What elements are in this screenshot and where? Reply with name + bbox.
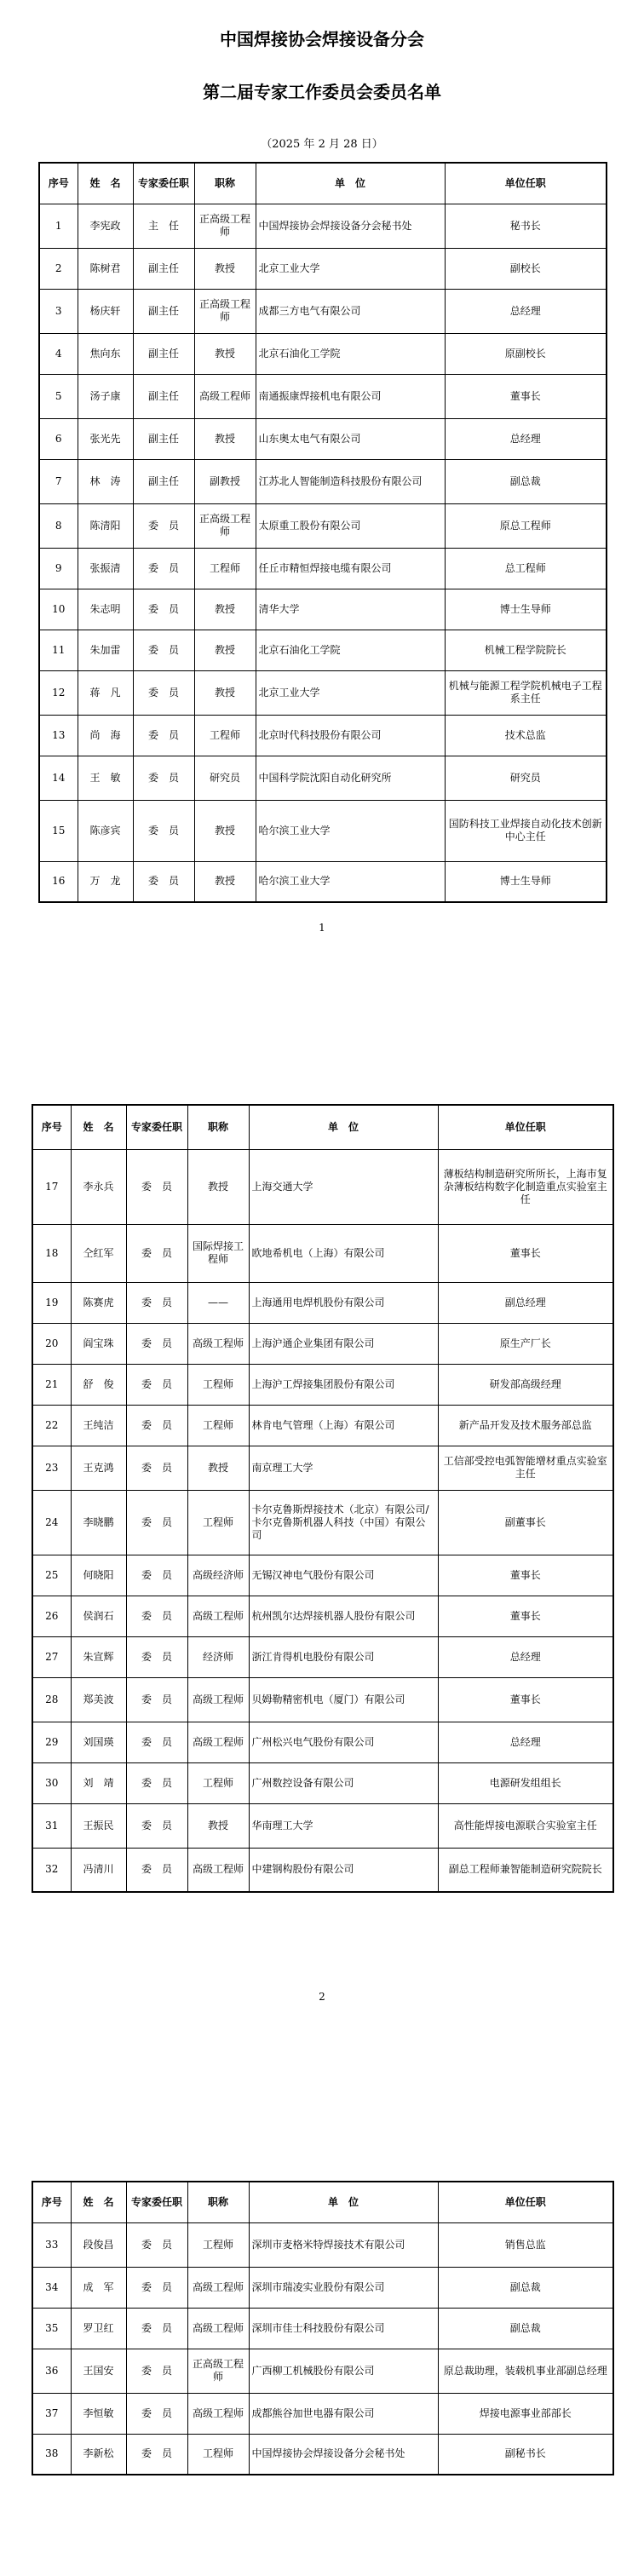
header-title: 职称 bbox=[187, 2182, 249, 2222]
table-row bbox=[32, 1446, 613, 1490]
expert-role: 副主任 bbox=[133, 418, 194, 459]
member-name: 刘 靖 bbox=[71, 1762, 126, 1803]
professional-title: 高级工程师 bbox=[187, 1722, 249, 1762]
table-row bbox=[39, 333, 607, 374]
professional-title: 正高级工程师 bbox=[187, 2349, 249, 2393]
header-unit: 单 位 bbox=[249, 2182, 438, 2222]
row-number: 1 bbox=[39, 204, 78, 248]
table-row bbox=[32, 1555, 613, 1596]
expert-role: 委 员 bbox=[126, 1149, 187, 1224]
row-number: 29 bbox=[32, 1722, 71, 1762]
member-name: 王克鸿 bbox=[71, 1446, 126, 1490]
expert-role: 委 员 bbox=[126, 1405, 187, 1446]
expert-role: 委 员 bbox=[126, 2434, 187, 2475]
work-unit: 上海交通大学 bbox=[249, 1149, 438, 1224]
unit-position: 新产品开发及技术服务部总监 bbox=[438, 1405, 613, 1446]
work-unit: 哈尔滨工业大学 bbox=[256, 861, 445, 902]
row-number: 38 bbox=[32, 2434, 71, 2475]
table-row bbox=[32, 1677, 613, 1722]
table-row bbox=[39, 459, 607, 503]
unit-position: 研究员 bbox=[445, 756, 607, 800]
table-row bbox=[39, 248, 607, 289]
unit-position: 董事长 bbox=[445, 374, 607, 418]
work-unit: 上海沪通企业集团有限公司 bbox=[249, 1323, 438, 1364]
member-name: 冯清川 bbox=[71, 1848, 126, 1892]
expert-role: 委 员 bbox=[126, 1446, 187, 1490]
member-table-page-3 bbox=[32, 2181, 614, 2475]
row-number: 37 bbox=[32, 2393, 71, 2434]
member-name: 李永兵 bbox=[71, 1149, 126, 1224]
member-name: 朱宣辉 bbox=[71, 1636, 126, 1677]
row-number: 11 bbox=[39, 630, 78, 670]
work-unit: 中国科学院沈阳自动化研究所 bbox=[256, 756, 445, 800]
row-number: 34 bbox=[32, 2267, 71, 2308]
professional-title: —— bbox=[187, 1282, 249, 1323]
professional-title: 高级工程师 bbox=[187, 1596, 249, 1636]
row-number: 31 bbox=[32, 1803, 71, 1848]
table-row bbox=[39, 715, 607, 756]
professional-title: 教授 bbox=[194, 418, 256, 459]
work-unit: 浙江肯得机电股份有限公司 bbox=[249, 1636, 438, 1677]
expert-role: 委 员 bbox=[133, 756, 194, 800]
row-number: 9 bbox=[39, 548, 78, 589]
work-unit: 林肯电气管理（上海）有限公司 bbox=[249, 1405, 438, 1446]
unit-position: 技术总监 bbox=[445, 715, 607, 756]
table-row bbox=[32, 2349, 613, 2393]
header-name: 姓 名 bbox=[71, 2182, 126, 2222]
table-row bbox=[32, 1282, 613, 1323]
table-row bbox=[32, 1762, 613, 1803]
expert-role: 委 员 bbox=[126, 1677, 187, 1722]
row-number: 25 bbox=[32, 1555, 71, 1596]
professional-title: 高级工程师 bbox=[187, 1323, 249, 1364]
expert-role: 委 员 bbox=[133, 548, 194, 589]
unit-position: 薄板结构制造研究所所长，上海市复杂薄板结构数字化制造重点实验室主任 bbox=[438, 1149, 613, 1224]
table-row bbox=[32, 2393, 613, 2434]
row-number: 5 bbox=[39, 374, 78, 418]
row-number: 33 bbox=[32, 2222, 71, 2267]
expert-role: 委 员 bbox=[133, 800, 194, 861]
expert-role: 委 员 bbox=[126, 1848, 187, 1892]
work-unit: 杭州凯尔达焊接机器人股份有限公司 bbox=[249, 1596, 438, 1636]
unit-position: 秘书长 bbox=[445, 204, 607, 248]
expert-role: 副主任 bbox=[133, 333, 194, 374]
header-unit: 单 位 bbox=[249, 1105, 438, 1149]
professional-title: 教授 bbox=[194, 630, 256, 670]
expert-role: 副主任 bbox=[133, 459, 194, 503]
expert-role: 委 员 bbox=[126, 1762, 187, 1803]
member-name: 尚 海 bbox=[78, 715, 133, 756]
member-name: 蒋 凡 bbox=[78, 670, 133, 715]
work-unit: 华南理工大学 bbox=[249, 1803, 438, 1848]
row-number: 8 bbox=[39, 503, 78, 548]
work-unit: 哈尔滨工业大学 bbox=[256, 800, 445, 861]
table-row bbox=[39, 861, 607, 902]
table-row bbox=[32, 2308, 613, 2349]
expert-role: 主 任 bbox=[133, 204, 194, 248]
professional-title: 高级工程师 bbox=[187, 2267, 249, 2308]
member-name: 何晓阳 bbox=[71, 1555, 126, 1596]
member-name: 张光先 bbox=[78, 418, 133, 459]
member-name: 汤子康 bbox=[78, 374, 133, 418]
expert-role: 委 员 bbox=[126, 1722, 187, 1762]
member-name: 李新松 bbox=[71, 2434, 126, 2475]
document-date: （2025 年 2 月 28 日） bbox=[261, 138, 383, 151]
row-number: 3 bbox=[39, 289, 78, 333]
expert-role: 委 员 bbox=[126, 2267, 187, 2308]
table-row bbox=[32, 1405, 613, 1446]
work-unit: 中国焊接协会焊接设备分会秘书处 bbox=[256, 204, 445, 248]
professional-title: 高级工程师 bbox=[194, 374, 256, 418]
professional-title: 教授 bbox=[194, 670, 256, 715]
work-unit: 南通振康焊接机电有限公司 bbox=[256, 374, 445, 418]
professional-title: 工程师 bbox=[187, 1490, 249, 1555]
unit-position: 博士生导师 bbox=[445, 589, 607, 630]
expert-role: 委 员 bbox=[126, 1490, 187, 1555]
work-unit: 中建钢构股份有限公司 bbox=[249, 1848, 438, 1892]
row-number: 10 bbox=[39, 589, 78, 630]
unit-position: 总经理 bbox=[438, 1636, 613, 1677]
work-unit: 上海沪工焊接集团股份有限公司 bbox=[249, 1364, 438, 1405]
member-name: 焦向东 bbox=[78, 333, 133, 374]
work-unit: 江苏北人智能制造科技股份有限公司 bbox=[256, 459, 445, 503]
row-number: 36 bbox=[32, 2349, 71, 2393]
work-unit: 南京理工大学 bbox=[249, 1446, 438, 1490]
unit-position: 工信部受控电弧智能增材重点实验室主任 bbox=[438, 1446, 613, 1490]
row-number: 23 bbox=[32, 1446, 71, 1490]
unit-position: 董事长 bbox=[438, 1555, 613, 1596]
header-expert-role: 专家委任职 bbox=[126, 1105, 187, 1149]
expert-role: 委 员 bbox=[126, 1224, 187, 1282]
unit-position: 副总工程师兼智能制造研究院院长 bbox=[438, 1848, 613, 1892]
work-unit: 贝姆勒精密机电（厦门）有限公司 bbox=[249, 1677, 438, 1722]
member-name: 朱志明 bbox=[78, 589, 133, 630]
professional-title: 工程师 bbox=[194, 548, 256, 589]
table-row bbox=[39, 374, 607, 418]
page-number: 2 bbox=[319, 1991, 325, 2003]
work-unit: 太原重工股份有限公司 bbox=[256, 503, 445, 548]
member-name: 成 军 bbox=[71, 2267, 126, 2308]
work-unit: 深圳市瑞凌实业股份有限公司 bbox=[249, 2267, 438, 2308]
professional-title: 高级工程师 bbox=[187, 2308, 249, 2349]
expert-role: 委 员 bbox=[133, 715, 194, 756]
professional-title: 高级工程师 bbox=[187, 2393, 249, 2434]
expert-role: 委 员 bbox=[126, 2349, 187, 2393]
header-unit: 单 位 bbox=[256, 163, 445, 204]
member-name: 王 敏 bbox=[78, 756, 133, 800]
expert-role: 委 员 bbox=[126, 2308, 187, 2349]
work-unit: 深圳市佳士科技股份有限公司 bbox=[249, 2308, 438, 2349]
table-row bbox=[39, 418, 607, 459]
row-number: 13 bbox=[39, 715, 78, 756]
expert-role: 委 员 bbox=[126, 2222, 187, 2267]
document-title: 中国焊接协会焊接设备分会 bbox=[220, 29, 424, 49]
member-name: 李晓鹏 bbox=[71, 1490, 126, 1555]
unit-position: 焊接电源事业部部长 bbox=[438, 2393, 613, 2434]
work-unit: 广西柳工机械股份有限公司 bbox=[249, 2349, 438, 2393]
row-number: 14 bbox=[39, 756, 78, 800]
table-row bbox=[39, 630, 607, 670]
unit-position: 国防科技工业焊接自动化技术创新中心主任 bbox=[445, 800, 607, 861]
expert-role: 副主任 bbox=[133, 289, 194, 333]
work-unit: 北京工业大学 bbox=[256, 248, 445, 289]
professional-title: 国际焊接工程师 bbox=[187, 1224, 249, 1282]
professional-title: 工程师 bbox=[187, 1364, 249, 1405]
work-unit: 北京工业大学 bbox=[256, 670, 445, 715]
member-name: 舒 俊 bbox=[71, 1364, 126, 1405]
member-name: 郑美波 bbox=[71, 1677, 126, 1722]
page-number: 1 bbox=[319, 922, 325, 934]
table-row bbox=[32, 1364, 613, 1405]
table-header-row bbox=[32, 2182, 613, 2222]
row-number: 19 bbox=[32, 1282, 71, 1323]
unit-position: 总工程师 bbox=[445, 548, 607, 589]
document-subtitle: 第二届专家工作委员会委员名单 bbox=[203, 82, 441, 102]
member-name: 段俊昌 bbox=[71, 2222, 126, 2267]
header-title: 职称 bbox=[187, 1105, 249, 1149]
expert-role: 委 员 bbox=[133, 670, 194, 715]
professional-title: 研究员 bbox=[194, 756, 256, 800]
unit-position: 副总裁 bbox=[445, 459, 607, 503]
expert-role: 委 员 bbox=[126, 1596, 187, 1636]
row-number: 35 bbox=[32, 2308, 71, 2349]
professional-title: 经济师 bbox=[187, 1636, 249, 1677]
professional-title: 教授 bbox=[194, 333, 256, 374]
member-name: 张振清 bbox=[78, 548, 133, 589]
table-row bbox=[39, 800, 607, 861]
work-unit: 北京石油化工学院 bbox=[256, 333, 445, 374]
unit-position: 副董事长 bbox=[438, 1490, 613, 1555]
professional-title: 高级工程师 bbox=[187, 1677, 249, 1722]
row-number: 4 bbox=[39, 333, 78, 374]
unit-position: 机械工程学院院长 bbox=[445, 630, 607, 670]
unit-position: 原总工程师 bbox=[445, 503, 607, 548]
table-header-row bbox=[32, 1105, 613, 1149]
header-name: 姓 名 bbox=[71, 1105, 126, 1149]
unit-position: 副秘书长 bbox=[438, 2434, 613, 2475]
unit-position: 原总裁助理，装载机事业部副总经理 bbox=[438, 2349, 613, 2393]
member-name: 罗卫红 bbox=[71, 2308, 126, 2349]
member-name: 林 涛 bbox=[78, 459, 133, 503]
professional-title: 正高级工程师 bbox=[194, 503, 256, 548]
expert-role: 委 员 bbox=[133, 630, 194, 670]
expert-role: 委 员 bbox=[133, 589, 194, 630]
table-row bbox=[32, 1224, 613, 1282]
work-unit: 任丘市精恒焊接电缆有限公司 bbox=[256, 548, 445, 589]
professional-title: 教授 bbox=[194, 861, 256, 902]
unit-position: 副总经理 bbox=[438, 1282, 613, 1323]
member-name: 王振民 bbox=[71, 1803, 126, 1848]
unit-position: 总经理 bbox=[438, 1722, 613, 1762]
professional-title: 工程师 bbox=[187, 1762, 249, 1803]
unit-position: 总经理 bbox=[445, 418, 607, 459]
member-name: 万 龙 bbox=[78, 861, 133, 902]
table-row bbox=[32, 1323, 613, 1364]
member-name: 王纯洁 bbox=[71, 1405, 126, 1446]
work-unit: 卡尔克鲁斯焊接技术（北京）有限公司/卡尔克鲁斯机器人科技（中国）有限公司 bbox=[249, 1490, 438, 1555]
professional-title: 工程师 bbox=[187, 2434, 249, 2475]
work-unit: 中国焊接协会焊接设备分会秘书处 bbox=[249, 2434, 438, 2475]
member-name: 李恒敏 bbox=[71, 2393, 126, 2434]
work-unit: 无锡汉神电气股份有限公司 bbox=[249, 1555, 438, 1596]
professional-title: 教授 bbox=[187, 1446, 249, 1490]
professional-title: 教授 bbox=[194, 589, 256, 630]
table-row bbox=[39, 548, 607, 589]
member-name: 侯润石 bbox=[71, 1596, 126, 1636]
unit-position: 董事长 bbox=[438, 1677, 613, 1722]
header-expert-role: 专家委任职 bbox=[133, 163, 194, 204]
work-unit: 山东奥太电气有限公司 bbox=[256, 418, 445, 459]
table-row bbox=[39, 289, 607, 333]
unit-position: 副总裁 bbox=[438, 2267, 613, 2308]
table-row bbox=[32, 1149, 613, 1224]
row-number: 16 bbox=[39, 861, 78, 902]
professional-title: 工程师 bbox=[187, 2222, 249, 2267]
table-row bbox=[39, 670, 607, 715]
work-unit: 成都熊谷加世电器有限公司 bbox=[249, 2393, 438, 2434]
row-number: 30 bbox=[32, 1762, 71, 1803]
row-number: 18 bbox=[32, 1224, 71, 1282]
expert-role: 委 员 bbox=[126, 1323, 187, 1364]
work-unit: 欧地希机电（上海）有限公司 bbox=[249, 1224, 438, 1282]
row-number: 17 bbox=[32, 1149, 71, 1224]
member-name: 陈赛虎 bbox=[71, 1282, 126, 1323]
row-number: 32 bbox=[32, 1848, 71, 1892]
row-number: 22 bbox=[32, 1405, 71, 1446]
table-row bbox=[32, 1803, 613, 1848]
table-row bbox=[32, 1636, 613, 1677]
professional-title: 高级经济师 bbox=[187, 1555, 249, 1596]
header-position: 单位任职 bbox=[438, 2182, 613, 2222]
professional-title: 高级工程师 bbox=[187, 1848, 249, 1892]
row-number: 7 bbox=[39, 459, 78, 503]
expert-role: 委 员 bbox=[126, 2393, 187, 2434]
table-row bbox=[32, 2222, 613, 2267]
row-number: 15 bbox=[39, 800, 78, 861]
unit-position: 机械与能源工程学院机械电子工程系主任 bbox=[445, 670, 607, 715]
unit-position: 高性能焊接电源联合实验室主任 bbox=[438, 1803, 613, 1848]
expert-role: 委 员 bbox=[126, 1282, 187, 1323]
professional-title: 教授 bbox=[187, 1803, 249, 1848]
professional-title: 教授 bbox=[194, 800, 256, 861]
table-row bbox=[32, 2267, 613, 2308]
table-row bbox=[39, 503, 607, 548]
row-number: 20 bbox=[32, 1323, 71, 1364]
expert-role: 委 员 bbox=[126, 1803, 187, 1848]
header-number: 序号 bbox=[39, 163, 78, 204]
member-name: 李宪政 bbox=[78, 204, 133, 248]
professional-title: 正高级工程师 bbox=[194, 204, 256, 248]
professional-title: 副教授 bbox=[194, 459, 256, 503]
work-unit: 清华大学 bbox=[256, 589, 445, 630]
header-number: 序号 bbox=[32, 1105, 71, 1149]
row-number: 24 bbox=[32, 1490, 71, 1555]
unit-position: 副总裁 bbox=[438, 2308, 613, 2349]
unit-position: 副校长 bbox=[445, 248, 607, 289]
professional-title: 工程师 bbox=[187, 1405, 249, 1446]
unit-position: 电源研发组组长 bbox=[438, 1762, 613, 1803]
work-unit: 北京时代科技股份有限公司 bbox=[256, 715, 445, 756]
unit-position: 总经理 bbox=[445, 289, 607, 333]
work-unit: 北京石油化工学院 bbox=[256, 630, 445, 670]
work-unit: 上海通用电焊机股份有限公司 bbox=[249, 1282, 438, 1323]
row-number: 12 bbox=[39, 670, 78, 715]
header-name: 姓 名 bbox=[78, 163, 133, 204]
expert-role: 委 员 bbox=[126, 1555, 187, 1596]
table-row bbox=[39, 204, 607, 248]
header-title: 职称 bbox=[194, 163, 256, 204]
expert-role: 委 员 bbox=[126, 1636, 187, 1677]
row-number: 27 bbox=[32, 1636, 71, 1677]
table-row bbox=[39, 589, 607, 630]
professional-title: 教授 bbox=[194, 248, 256, 289]
table-row bbox=[32, 1490, 613, 1555]
header-number: 序号 bbox=[32, 2182, 71, 2222]
member-name: 陈彦宾 bbox=[78, 800, 133, 861]
header-position: 单位任职 bbox=[438, 1105, 613, 1149]
row-number: 2 bbox=[39, 248, 78, 289]
member-name: 陈树君 bbox=[78, 248, 133, 289]
member-name: 王国安 bbox=[71, 2349, 126, 2393]
row-number: 6 bbox=[39, 418, 78, 459]
table-row bbox=[32, 1848, 613, 1892]
unit-position: 原生产厂长 bbox=[438, 1323, 613, 1364]
member-name: 杨庆轩 bbox=[78, 289, 133, 333]
expert-role: 委 员 bbox=[133, 861, 194, 902]
expert-role: 副主任 bbox=[133, 374, 194, 418]
professional-title: 教授 bbox=[187, 1149, 249, 1224]
unit-position: 董事长 bbox=[438, 1596, 613, 1636]
header-position: 单位任职 bbox=[445, 163, 607, 204]
header-expert-role: 专家委任职 bbox=[126, 2182, 187, 2222]
member-table-page-1 bbox=[38, 162, 607, 903]
expert-role: 委 员 bbox=[126, 1364, 187, 1405]
unit-position: 销售总监 bbox=[438, 2222, 613, 2267]
table-row bbox=[32, 1596, 613, 1636]
professional-title: 工程师 bbox=[194, 715, 256, 756]
work-unit: 广州数控设备有限公司 bbox=[249, 1762, 438, 1803]
table-row bbox=[39, 756, 607, 800]
member-name: 刘国瑛 bbox=[71, 1722, 126, 1762]
table-row bbox=[32, 1722, 613, 1762]
member-name: 朱加雷 bbox=[78, 630, 133, 670]
professional-title: 正高级工程师 bbox=[194, 289, 256, 333]
table-row bbox=[32, 2434, 613, 2475]
member-name: 陈清阳 bbox=[78, 503, 133, 548]
work-unit: 成都三方电气有限公司 bbox=[256, 289, 445, 333]
work-unit: 深圳市麦格米特焊接技术有限公司 bbox=[249, 2222, 438, 2267]
unit-position: 董事长 bbox=[438, 1224, 613, 1282]
work-unit: 广州松兴电气股份有限公司 bbox=[249, 1722, 438, 1762]
row-number: 28 bbox=[32, 1677, 71, 1722]
table-header-row bbox=[39, 163, 607, 204]
unit-position: 原副校长 bbox=[445, 333, 607, 374]
row-number: 26 bbox=[32, 1596, 71, 1636]
expert-role: 副主任 bbox=[133, 248, 194, 289]
member-name: 阎宝珠 bbox=[71, 1323, 126, 1364]
expert-role: 委 员 bbox=[133, 503, 194, 548]
unit-position: 研发部高级经理 bbox=[438, 1364, 613, 1405]
member-table-page-2 bbox=[32, 1104, 614, 1893]
unit-position: 博士生导师 bbox=[445, 861, 607, 902]
member-name: 仝红军 bbox=[71, 1224, 126, 1282]
row-number: 21 bbox=[32, 1364, 71, 1405]
